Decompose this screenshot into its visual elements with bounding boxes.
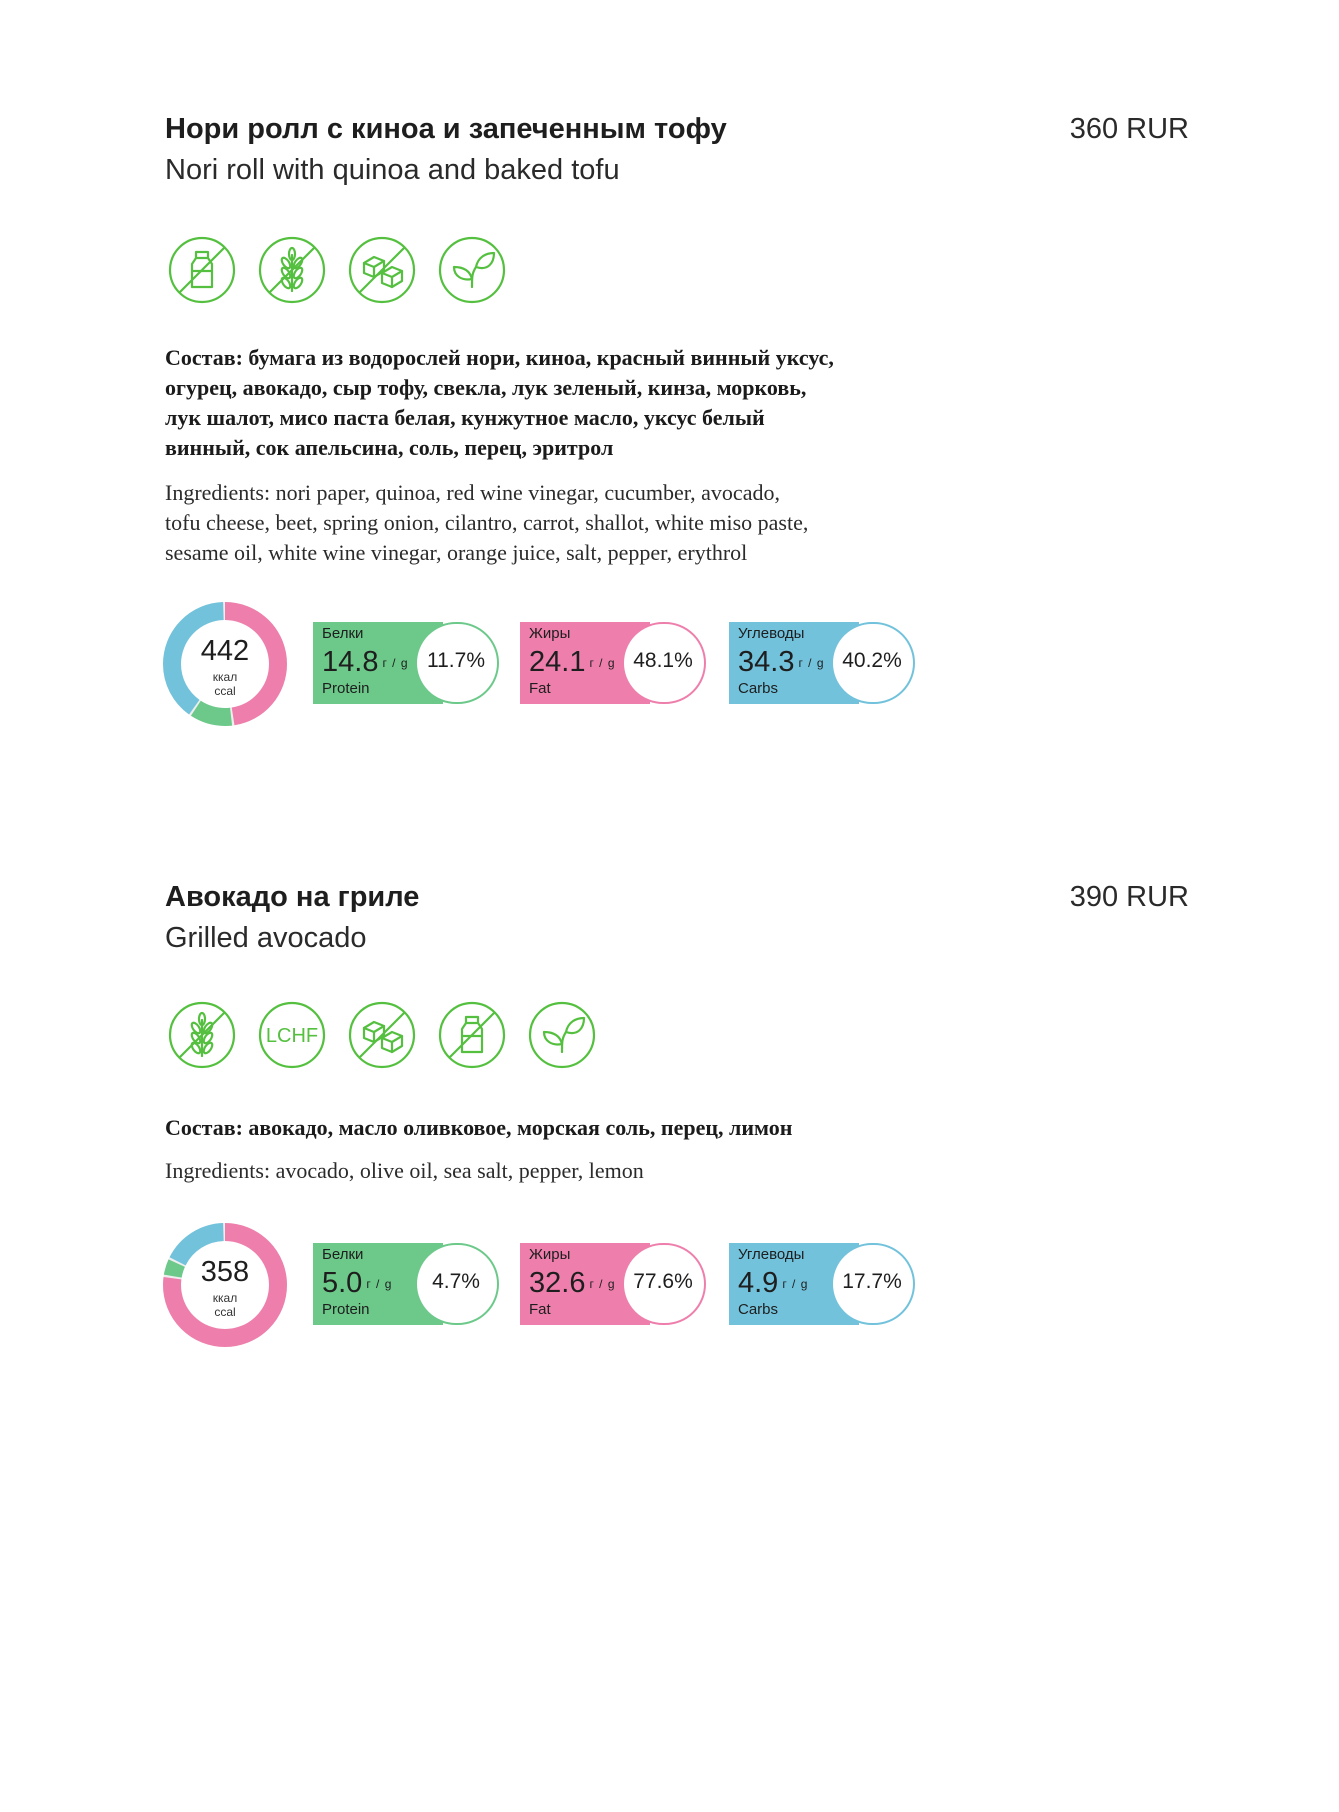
macro-label-en: Fat xyxy=(529,1301,551,1318)
ingredients-line: tofu cheese, beet, spring onion, cilantro, carrot, shallot, white miso paste, xyxy=(165,510,809,535)
sugar-free-icon xyxy=(347,235,417,305)
composition-line: Состав: бумага из водорослей нори, киноа, красный винный уксус, xyxy=(165,345,834,370)
macro-percent: 4.7% xyxy=(432,1270,480,1293)
macro-label-ru: Белки xyxy=(322,625,364,642)
calorie-value: 358 xyxy=(200,1256,250,1288)
ingredients-line: Ingredients: avocado, olive oil, sea salt, pepper, lemon xyxy=(165,1158,644,1183)
composition-line: огурец, авокадо, сыр тофу, свекла, лук зеленый, кинза, морковь, xyxy=(165,375,807,400)
dish-price: 390 RUR xyxy=(1069,881,1189,913)
macro-label-en: Carbs xyxy=(738,1301,779,1318)
ingredients-en xyxy=(165,478,945,568)
composition-line: лук шалот, мисо паста белая, кунжутное масло, уксус белый xyxy=(165,405,765,430)
diet-badges xyxy=(167,1000,597,1070)
nutrition-panel xyxy=(163,1223,963,1353)
macro-label-en: Fat xyxy=(529,680,551,697)
composition-line: винный, сок апельсина, соль, перец, эритрол xyxy=(165,435,614,460)
no-dairy-icon xyxy=(167,235,237,305)
composition-ru xyxy=(165,1113,945,1143)
no-dairy-icon xyxy=(437,1000,507,1070)
macro-label-ru: Углеводы xyxy=(738,1246,805,1263)
lchf-icon xyxy=(257,1000,327,1070)
macro-fat xyxy=(520,622,706,704)
macro-grams: 34.3 г / g xyxy=(738,646,825,678)
gluten-free-icon xyxy=(257,235,327,305)
vegan-leaf-icon xyxy=(437,235,507,305)
macro-protein xyxy=(313,622,499,704)
macro-protein xyxy=(313,1243,499,1325)
gluten-free-icon xyxy=(167,1000,237,1070)
dish-title-en: Grilled avocado xyxy=(165,922,367,954)
macro-label-ru: Углеводы xyxy=(738,625,805,642)
calorie-unit-ru: ккал xyxy=(212,1291,238,1305)
macro-carbs xyxy=(729,622,915,704)
vegan-leaf-icon xyxy=(527,1000,597,1070)
macro-grams: 14.8 г / g xyxy=(322,646,409,678)
calorie-unit-en: ccal xyxy=(214,684,236,698)
macro-label-ru: Белки xyxy=(322,1246,364,1263)
calorie-donut xyxy=(163,1223,287,1347)
macro-percent: 77.6% xyxy=(633,1270,693,1293)
nutrition-panel xyxy=(163,602,963,732)
macro-grams: 4.9 г / g xyxy=(738,1267,809,1299)
macro-grams: 32.6 г / g xyxy=(529,1267,616,1299)
macro-percent: 17.7% xyxy=(842,1270,902,1293)
macro-label-ru: Жиры xyxy=(529,1246,571,1263)
macro-label-en: Protein xyxy=(322,1301,370,1318)
calorie-unit-en: ccal xyxy=(214,1305,236,1319)
dish-title-ru: Авокадо на гриле xyxy=(165,881,420,913)
macro-fat xyxy=(520,1243,706,1325)
macro-label-en: Carbs xyxy=(738,680,779,697)
macro-percent: 40.2% xyxy=(842,649,902,672)
macro-percent: 48.1% xyxy=(633,649,693,672)
calorie-unit-ru: ккал xyxy=(212,670,238,684)
composition-ru xyxy=(165,343,945,463)
dish-price: 360 RUR xyxy=(1069,113,1189,145)
dish-title-en: Nori roll with quinoa and baked tofu xyxy=(165,154,620,186)
macro-label-ru: Жиры xyxy=(529,625,571,642)
diet-badges xyxy=(167,235,507,305)
calorie-donut xyxy=(163,602,287,726)
ingredients-line: Ingredients: nori paper, quinoa, red wine vinegar, cucumber, avocado, xyxy=(165,480,780,505)
macro-grams: 24.1 г / g xyxy=(529,646,616,678)
ingredients-line: sesame oil, white wine vinegar, orange juice, salt, pepper, erythrol xyxy=(165,540,748,565)
composition-line: Состав: авокадо, масло оливковое, морская соль, перец, лимон xyxy=(165,1115,793,1140)
macro-grams: 5.0 г / g xyxy=(322,1267,393,1299)
macro-label-en: Protein xyxy=(322,680,370,697)
macro-percent: 11.7% xyxy=(427,649,485,672)
calorie-value: 442 xyxy=(200,635,250,667)
sugar-free-icon xyxy=(347,1000,417,1070)
ingredients-en xyxy=(165,1156,945,1186)
macro-carbs xyxy=(729,1243,915,1325)
dish-title-ru: Нори ролл с киноа и запеченным тофу xyxy=(165,113,727,145)
svg-text:LCHF: LCHF xyxy=(265,1025,319,1047)
